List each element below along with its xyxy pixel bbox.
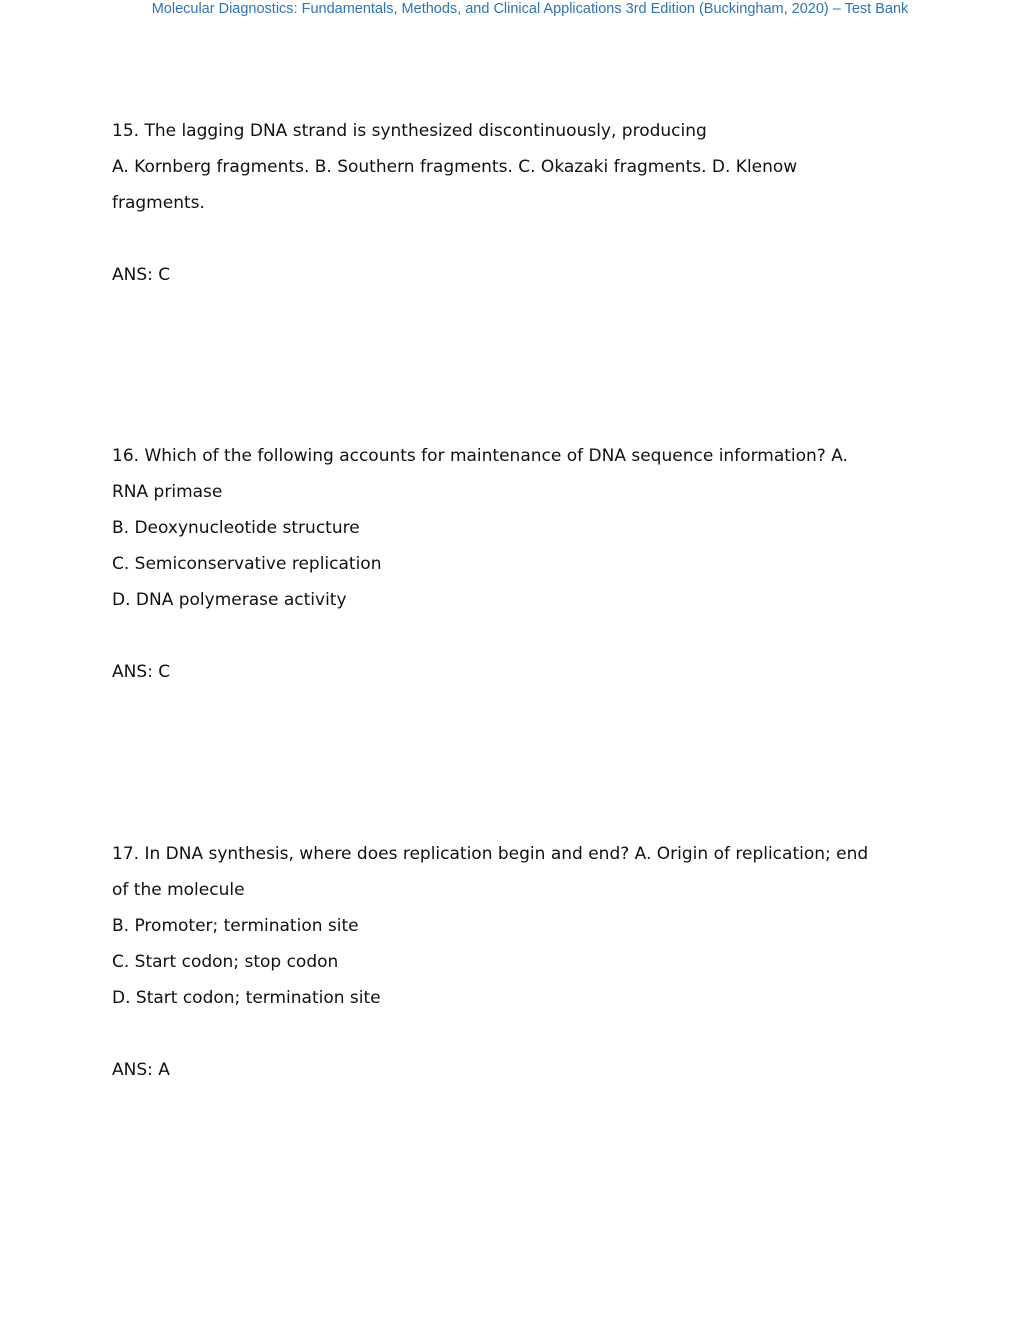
question-17-option-d: D. Start codon; termination site [112, 988, 381, 1008]
question-15 [112, 113, 912, 293]
question-16-answer: ANS: C [112, 662, 171, 682]
question-17-option-c: C. Start codon; stop codon [112, 952, 339, 972]
question-15-options-cont: fragments. [112, 193, 205, 213]
question-16-option-d: D. DNA polymerase activity [112, 590, 347, 610]
question-17-option-b: B. Promoter; termination site [112, 916, 359, 936]
question-16-option-a: RNA primase [112, 482, 223, 502]
question-15-stem: 15. The lagging DNA strand is synthesized discontinuously, producing [112, 121, 707, 141]
question-16 [112, 438, 912, 690]
question-17-option-a: of the molecule [112, 880, 245, 900]
question-15-answer: ANS: C [112, 265, 171, 285]
question-17 [112, 836, 912, 1088]
question-16-option-b: B. Deoxynucleotide structure [112, 518, 360, 538]
question-17-stem: 17. In DNA synthesis, where does replication begin and end? A. Origin of replication; end [112, 844, 869, 864]
question-15-options: A. Kornberg fragments. B. Southern fragments. C. Okazaki fragments. D. Klenow [112, 157, 798, 177]
page-header: Molecular Diagnostics: Fundamentals, Methods, and Clinical Applications 3rd Edition (Buckingham, 2020) – Test Bank [151, 1, 909, 17]
question-17-answer: ANS: A [112, 1060, 170, 1080]
spacer [112, 221, 912, 257]
spacer [112, 1016, 912, 1052]
question-16-option-c: C. Semiconservative replication [112, 554, 382, 574]
spacer [112, 618, 912, 654]
question-16-stem: 16. Which of the following accounts for maintenance of DNA sequence information? A. [112, 446, 848, 466]
